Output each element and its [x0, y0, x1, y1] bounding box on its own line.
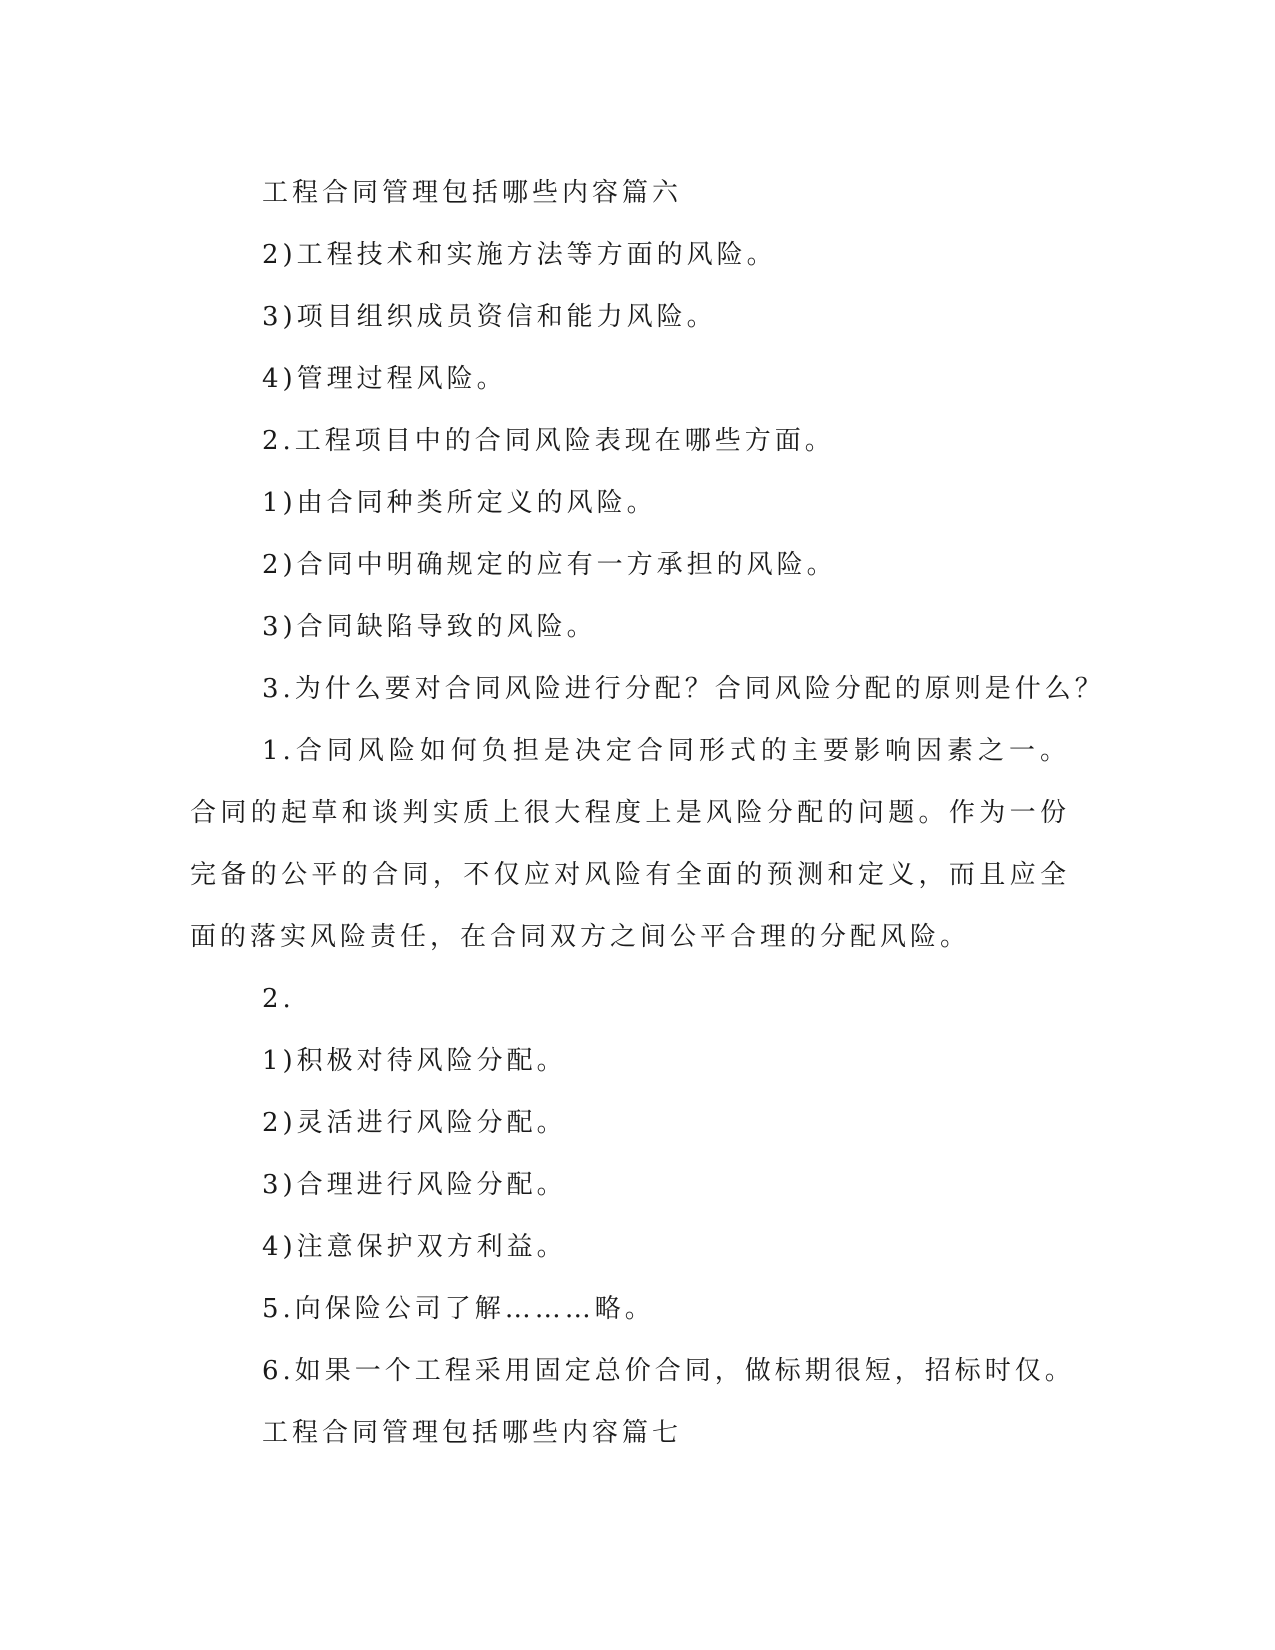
paragraph: 6.如果一个工程采用固定总价合同，做标期很短，招标时仅。 [262, 1356, 1075, 1386]
section-heading: 工程合同管理包括哪些内容篇七 [262, 1418, 683, 1448]
document-body [190, 162, 1105, 1464]
paragraph: 2)工程技术和实施方法等方面的风险。 [262, 240, 777, 270]
paragraph: 3)合同缺陷导致的风险。 [262, 612, 597, 642]
paragraph: 2)合同中明确规定的应有一方承担的风险。 [262, 550, 837, 580]
paragraph: 3)项目组织成员资信和能力风险。 [262, 302, 717, 332]
paragraph: 3.为什么要对合同风险进行分配？合同风险分配的原则是什么？ [262, 674, 1105, 704]
paragraph: 1)积极对待风险分配。 [262, 1046, 567, 1076]
paragraph: 3)合理进行风险分配。 [262, 1170, 567, 1200]
section-heading: 工程合同管理包括哪些内容篇六 [262, 178, 683, 208]
paragraph: 5.向保险公司了解………略。 [262, 1294, 655, 1324]
paragraph: 4)注意保护双方利益。 [262, 1232, 567, 1262]
paragraph: 4)管理过程风险。 [262, 364, 507, 394]
paragraph: 1.合同风险如何负担是决定合同形式的主要影响因素之一。合同的起草和谈判实质上很大程度上是风险分配的问题。作为一份完备的公平的合同，不仅应对风险有全面的预测和定义，而且应全面的落实风险责任，在合同双方之间公平合理的分配风险。 [190, 736, 1070, 952]
paragraph: 2. [262, 984, 295, 1014]
paragraph: 2.工程项目中的合同风险表现在哪些方面。 [262, 426, 835, 456]
paragraph: 1)由合同种类所定义的风险。 [262, 488, 657, 518]
paragraph: 2)灵活进行风险分配。 [262, 1108, 567, 1138]
